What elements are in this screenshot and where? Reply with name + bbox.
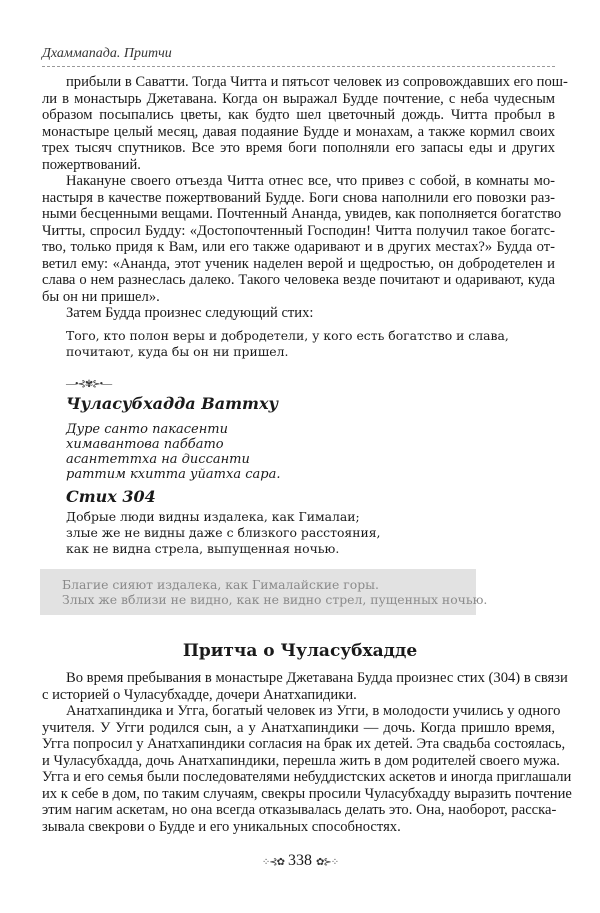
alt-translation-box <box>40 569 488 615</box>
section-heading: Чуласубхадда Ваттху <box>66 394 279 413</box>
text-line: ветил ему: «Ананда, этот ученик наделен верой и щедростью, он добродетелен и <box>42 255 555 272</box>
text-line: прибыли в Саватти. Тогда Читта и пятьсот человек из сопровождавших его пош- <box>66 74 568 90</box>
text-line: Злых же вблизи не видно, как не видно стрел, пущенных ночью. <box>62 592 488 607</box>
verse-chitta <box>66 328 546 360</box>
section-chitta-text <box>42 74 568 322</box>
text-line: тво, только придя к Вам, или его также одаривают и в других местах?» Будда от- <box>42 239 555 255</box>
text-line: слава о нем разнеслась далеко. Такого человека везде почитают и одаривают, куда <box>42 272 555 288</box>
text-line: Дуре санто пакасенти <box>66 422 229 437</box>
text-line: Угга попросил у Анатхапиндики согласия на брак их детей. Эта свадьба состоялась, <box>42 736 566 752</box>
text-line: Анатхапиндика и Угга, богатый человек из Угги, в молодости учились у одного <box>66 703 561 719</box>
text-line: и Чуласубхадда, дочь Анатхапиндики, перешла жить в дом родителей своего мужа. <box>42 752 560 769</box>
text-line: Читты, спросил Будду: «Достопочтенный Господин! Читта получил такое богатс- <box>42 222 555 239</box>
text-line: монастыре целый месяц, давая подаяние Будде и монахам, а также кормил своих <box>42 123 555 140</box>
ornament-divider-icon: —•⊰✾⊱•— <box>66 379 112 390</box>
text-line: Того, кто полон веры и добродетели, у кого есть богатство и слава, <box>66 328 509 343</box>
page-number-footer <box>0 852 600 870</box>
text-line: их к себе в дом, по таким случаям, свекры просили Чуласубхадду выразить почтение <box>42 785 572 802</box>
text-line: образом посыпались цветы, как будто шел цветочный дождь. Читта пробыл в <box>42 107 555 123</box>
text-line: ли в монастырь Джетавана. Когда он выражал Будде почтение, с неба чудесным <box>42 90 555 107</box>
text-line: раттим кхитта уйатха сара. <box>66 467 281 482</box>
text-line: Накануне своего отъезда Читта отнес все, что привез с собой, в комнаты мо- <box>66 173 555 189</box>
text-line: Угга и его семья были последователями небуддистских аскетов и иногда приглашали <box>42 769 572 785</box>
text-line: Во время пребывания в монастыре Джетавана Будда произнес стих (304) в связи <box>66 670 568 686</box>
header-rule <box>42 66 555 67</box>
pali-verse <box>66 422 546 482</box>
text-line: трех тысяч спутников. Все это время боги пополняли его запасы еды и других <box>42 140 555 156</box>
text-line: ными бесценными вещами. Почтенный Ананда, увидев, как пополняется богатство <box>42 206 562 222</box>
page-number: 338 <box>288 852 312 869</box>
parable-title: Притча о Чуласубхадде <box>182 641 418 661</box>
text-line: настыря в качестве пожертвований Будде. Боги снова наполнили его повозки раз- <box>42 189 555 206</box>
text-line: как не видна стрела, выпущенная ночью. <box>66 541 340 556</box>
text-line: зывала свекрови о Будде и его уникальных способностях. <box>42 818 401 835</box>
text-line: пожертвований. <box>42 156 141 173</box>
text-line: бы он ни пришел». <box>42 288 160 305</box>
running-header: Дхаммапада. Притчи <box>42 46 172 61</box>
text-line: Благие сияют издалека, как Гималайские горы. <box>62 577 379 592</box>
text-line: учителя. У Угги родился сын, а у Анатхапиндики — дочь. Когда пришло время, <box>42 719 555 736</box>
text-line: злые же не видны даже с близкого расстояния, <box>66 525 381 540</box>
verse-heading: Стих 304 <box>66 487 156 506</box>
parable-text <box>42 670 572 835</box>
ornament-left-icon: ⁘⊰✿ <box>261 857 284 868</box>
text-line: с историей о Чуласубхадде, дочери Анатхапидики. <box>42 686 357 703</box>
text-line: химавантова паббато <box>66 437 224 452</box>
text-line: этим нагим аскетам, но она всегда отказывалась делать это. Она, наоборот, расска- <box>42 802 557 818</box>
ornament-right-icon: ✿⊱⁘ <box>316 857 339 868</box>
text-line: почитают, куда бы он ни пришел. <box>66 344 289 359</box>
text-line: Добрые люди видны издалека, как Гималаи; <box>66 509 360 524</box>
text-line: Затем Будда произнес следующий стих: <box>66 305 314 321</box>
text-line: асантеттха на диссанти <box>66 452 250 467</box>
verse-304 <box>66 509 546 557</box>
